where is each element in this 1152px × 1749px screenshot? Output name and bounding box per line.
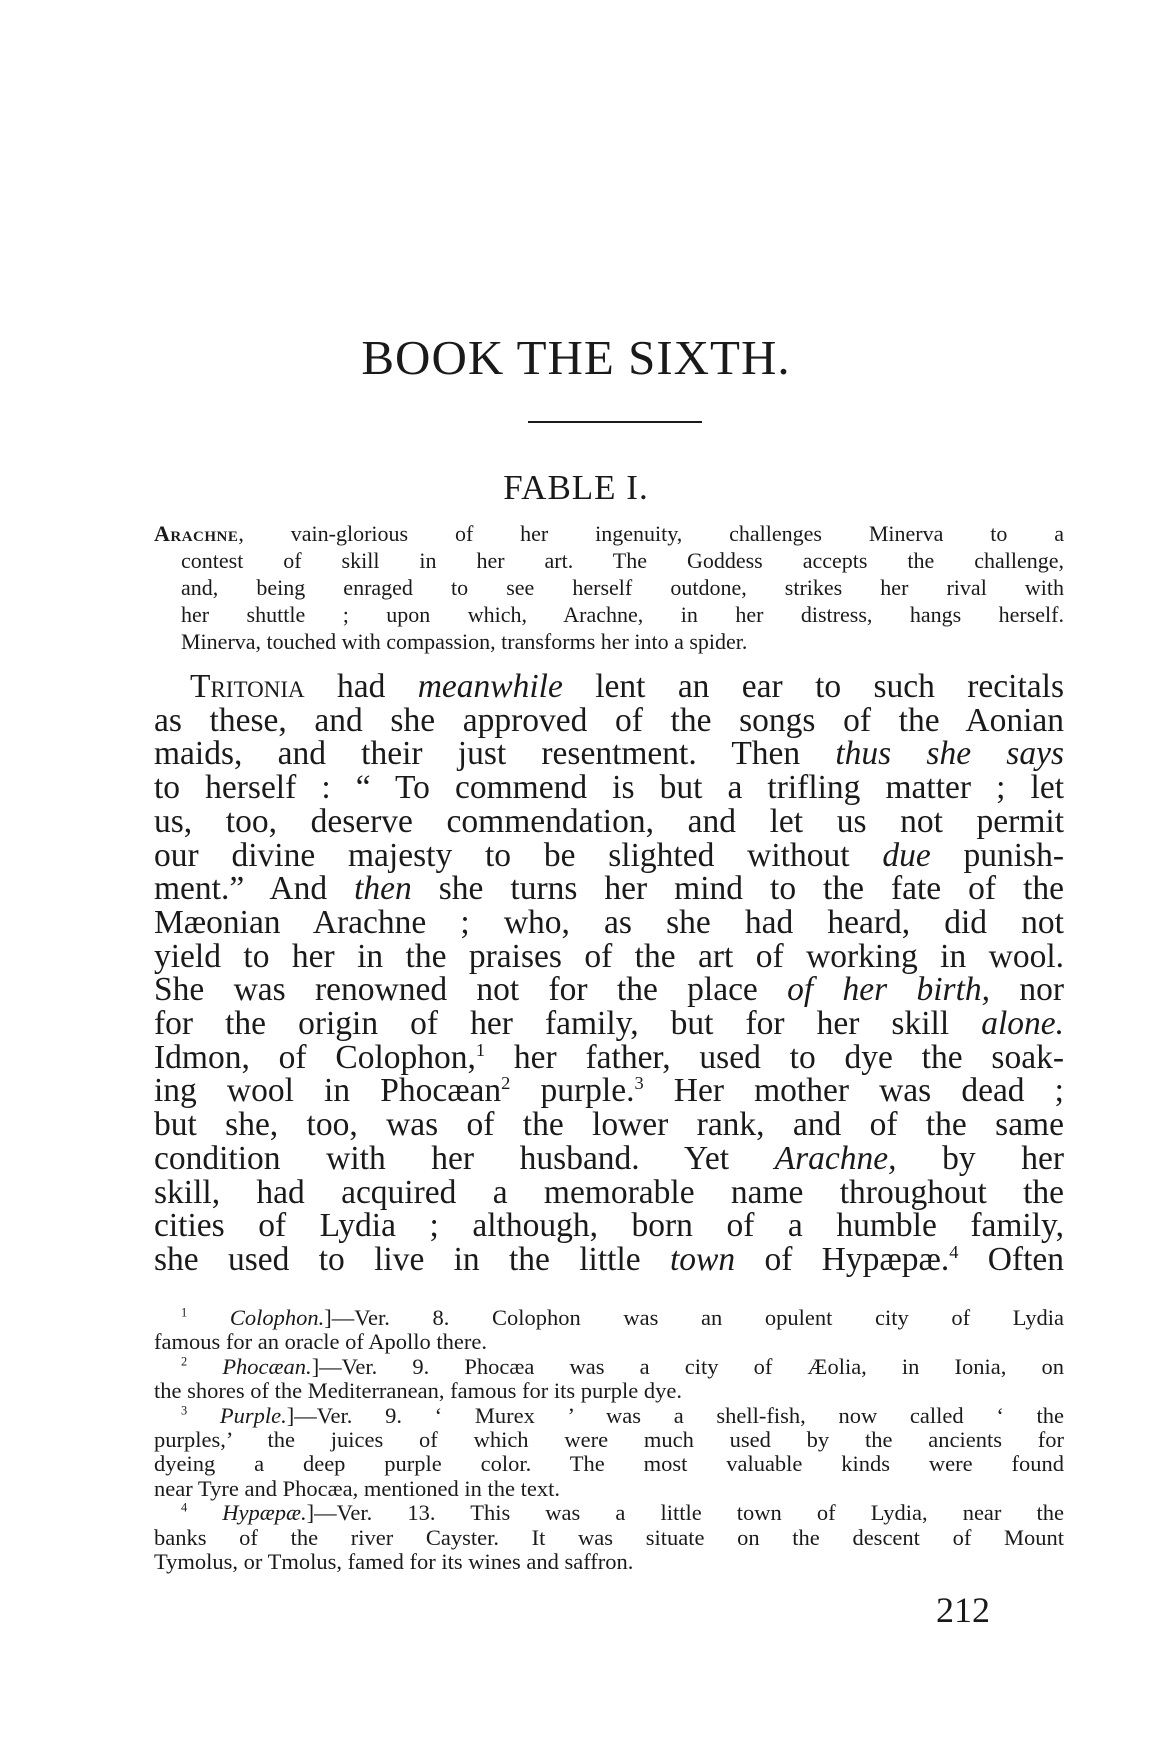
page-number: 212: [936, 1590, 990, 1630]
footnote-marker: 2: [181, 1354, 188, 1369]
body-line: to herself : “ To commend is but a trifling matter ; let: [154, 769, 1064, 807]
footnote-line: $^3$ Purple.]—Ver. 9. ‘ Murex ’ was a shell-fish, now called ‘ the: [181, 1402, 1064, 1428]
argument-line: and, being enraged to see herself outdone, strikes her rival with: [181, 575, 1064, 600]
body-line: Mæonian Arachne ; who, as she had heard, did not: [154, 903, 1064, 941]
argument-line: contest of skill in her art. The Goddess accepts the challenge,: [181, 548, 1064, 573]
footnote-line: purples,’ the juices of which were much used by the ancients for: [154, 1427, 1064, 1453]
body-line: but she, too, was of the lower rank, and of the same: [154, 1106, 1064, 1144]
book-title: BOOK THE SIXTH.: [361, 330, 791, 385]
footnote-line: banks of the river Cayster. It was situate on the descent of Mount: [154, 1524, 1064, 1550]
footnote-line: dyeing a deep purple color. The most valuable kinds were found: [154, 1451, 1064, 1477]
body-line: ing wool in Phocæan$^2$ purple.$^3$ Her mother was dead ;: [154, 1072, 1064, 1110]
body-line: our divine majesty to be slighted without due punish-: [154, 836, 1064, 874]
footnote-ref[interactable]: 3: [634, 1073, 644, 1094]
body-line: She was renowned not for the place of her birth, nor: [154, 971, 1064, 1009]
footnote-line: the shores of the Mediterranean, famous for its purple dye.: [154, 1378, 682, 1404]
body-line: yield to her in the praises of the art of working in wool.: [154, 937, 1064, 975]
footnote-marker: 1: [181, 1305, 188, 1320]
body-line: condition with her husband. Yet Arachne, by her: [154, 1139, 1064, 1177]
footnote-ref[interactable]: 1: [475, 1039, 486, 1060]
footnote-line: Tymolus, or Tmolus, famed for its wines and saffron.: [154, 1549, 634, 1575]
body-line: skill, had acquired a memorable name throughout the: [154, 1173, 1064, 1211]
argument-line: Arachne, vain-glorious of her ingenuity, challenges Minerva to a: [154, 521, 1064, 546]
body-line: she used to live in the little town of Hypæpæ.$^4$ Often: [154, 1240, 1064, 1278]
footnote-ref[interactable]: 4: [949, 1241, 959, 1262]
body-line: maids, and their just resentment. Then thus she says: [154, 735, 1064, 773]
footnotes: [154, 1306, 1064, 1574]
fable-argument: [154, 520, 1064, 655]
argument-lead: Arachne: [154, 521, 239, 546]
footnote-line: near Tyre and Phocæa, mentioned in the text.: [154, 1475, 561, 1501]
title-rule: [528, 421, 702, 423]
footnote-line: $^4$ Hypæpæ.]—Ver. 13. This was a little town of Lydia, near the: [181, 1500, 1065, 1526]
footnote-line: $^2$ Phocæan.]—Ver. 9. Phocæa was a city of Æolia, in Ionia, on: [181, 1353, 1065, 1379]
footnote-line: $^1$ Colophon.]—Ver. 8. Colophon was an opulent city of Lydia: [181, 1305, 1064, 1330]
footnote-marker: 3: [181, 1403, 188, 1418]
body-line: Idmon, of Colophon,$^1$ her father, used to dye the soak-: [154, 1038, 1064, 1076]
body-line: cities of Lydia ; although, born of a humble family,: [154, 1207, 1064, 1245]
body-line: us, too, deserve commendation, and let us not permit: [154, 802, 1064, 840]
fable-title: FABLE I.: [503, 468, 649, 507]
body-line: Tritonia had meanwhile lent an ear to such recitals: [190, 668, 1064, 705]
footnote-line: famous for an oracle of Apollo there.: [154, 1329, 488, 1355]
argument-line: Minerva, touched with compassion, transforms her into a spider.: [181, 629, 748, 654]
body-line: for the origin of her family, but for her skill alone.: [154, 1005, 1064, 1043]
body-text: [154, 670, 1064, 1277]
argument-line: her shuttle ; upon which, Arachne, in her distress, hangs herself.: [181, 602, 1064, 627]
footnote-marker: 4: [181, 1500, 188, 1515]
body-line: as these, and she approved of the songs of the Aonian: [154, 701, 1064, 739]
body-line: ment.” And then she turns her mind to the fate of the: [154, 870, 1064, 908]
footnote-ref[interactable]: 2: [501, 1073, 511, 1094]
